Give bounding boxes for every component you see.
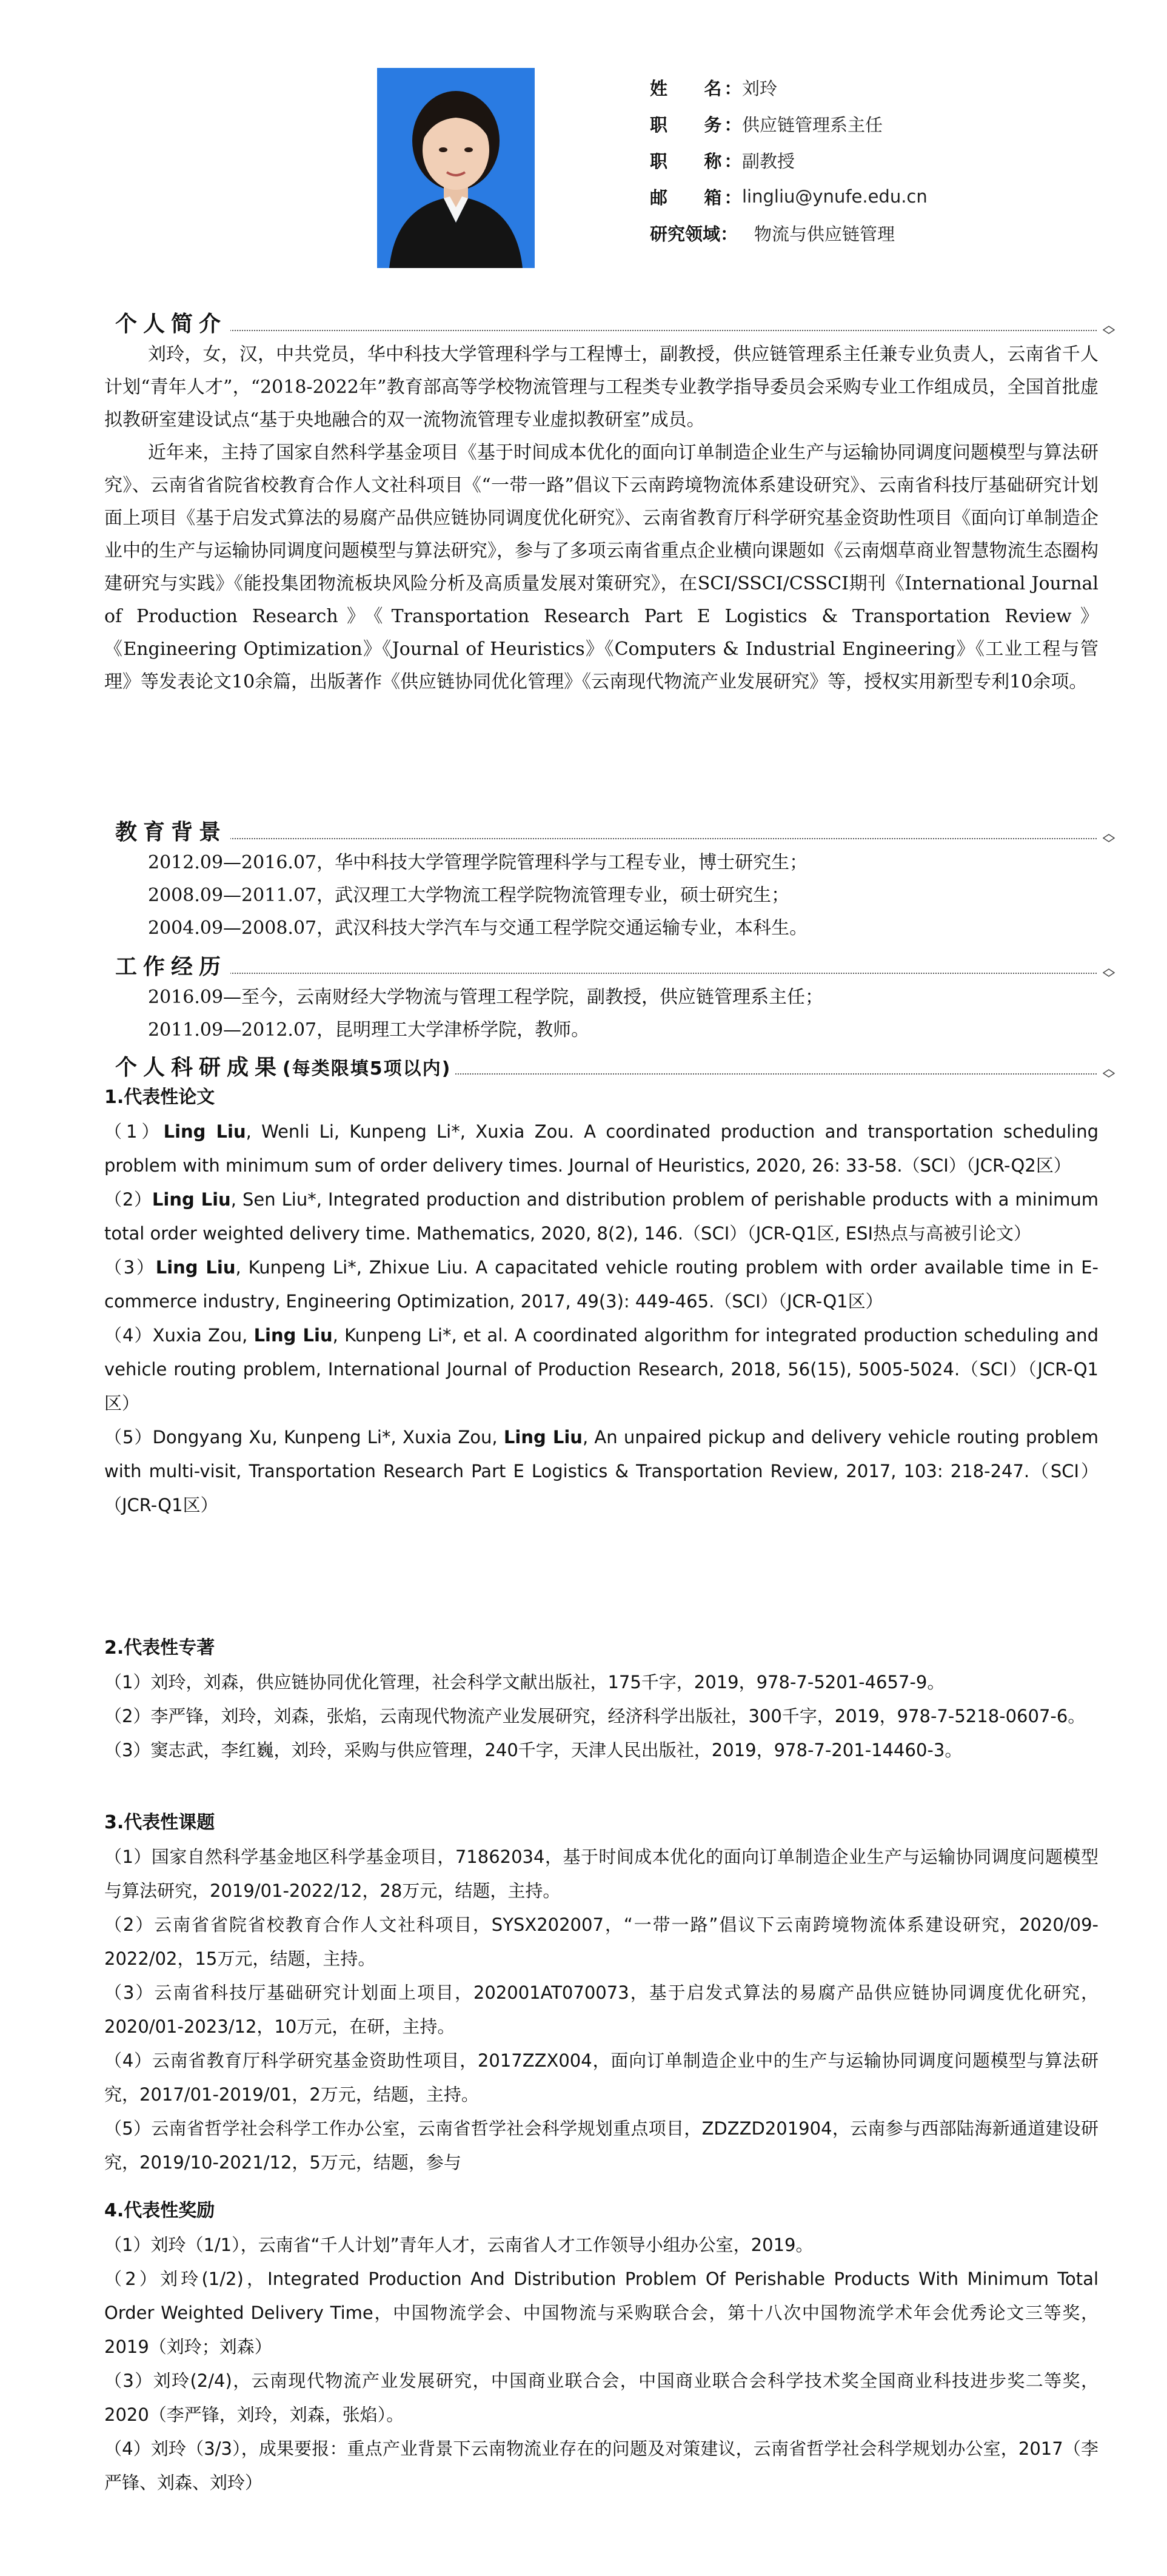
field-row bbox=[650, 215, 1074, 251]
education-item: 2012.09—2016.07，华中科技大学管理学院管理科学与工程专业，博士研究生； bbox=[148, 852, 808, 873]
intro-paragraph-2: 近年来，主持了国家自然科学基金项目《基于时间成本优化的面向订单制造企业生产与运输协同调度问题模型与算法研究》、云南省省院省校教育合作人文社科项目《“一带一路”倡议下云南跨境物流体系建设研究》、云南省科技厅基础研究计划面上项目《基于启发式算法的易腐产品供应链协同调度优化研究》、云南省教育厅科学研究基金资助性项目《面向订单制造企业中的生产与运输协同调度问题模型与算法研究》，参与了多项云南省重点企业横向课题如《云南烟草商业智慧物流生态圈构建研究与实践》《能投集团物流板块风险分析及高质量发展对策研究》，在SCI/SSCI/CSSCI期刊《International Journal of Production Research》《Transportation Research Part E Logistics & Transportation Review》《Engineering Optimization》《Journal of Heuristics》《Computers & Industrial Engineering》《工业工程与管理》等发表论文10余篇，出版著作《供应链协同优化管理》《云南现代物流产业发展研究》等，授权实用新型专利10余项。 bbox=[104, 442, 1098, 693]
projects-list bbox=[104, 1840, 1098, 2179]
work-list bbox=[104, 981, 1098, 1047]
award-entry: （3）刘玲(2/4)，云南现代物流产业发展研究，中国商业联合会，中国商业联合会科学技术奖全国商业科技进步奖二等奖，2020（李严锋，刘玲，刘森，张焰）。 bbox=[104, 2370, 1098, 2425]
paper-entry bbox=[104, 1182, 1098, 1250]
profile-info bbox=[650, 69, 1074, 251]
awards-heading: 4.代表性奖励 bbox=[104, 2200, 215, 2221]
paper-entry bbox=[104, 1115, 1098, 1182]
books-heading: 2.代表性专著 bbox=[104, 1637, 215, 1659]
research-title-text: 个人科研成果 bbox=[115, 1055, 283, 1080]
email-row bbox=[650, 178, 1074, 215]
paper-entry bbox=[104, 1318, 1098, 1420]
work-item: 2016.09—至今，云南财经大学物流与管理工程学院，副教授，供应链管理系主任； bbox=[148, 987, 824, 1008]
research-title-note: (每类限填5项以内) bbox=[283, 1058, 452, 1079]
project-entry: （1）国家自然科学基金地区科学基金项目，71862034，基于时间成本优化的面向订单制造企业生产与运输协同调度问题模型与算法研究，2019/01-2022/12，28万元，结题，主持。 bbox=[104, 1846, 1098, 1901]
paper-entry bbox=[104, 1420, 1098, 1522]
field-value: 物流与供应链管理 bbox=[754, 223, 895, 244]
paper-citation: , An unpaired pickup and delivery vehicle routing problem with multi-visit, Transportation Research Part E Logistics & Transportation Review, 2017, 103: 218-247.（SCI）（JCR-Q1区） bbox=[104, 1427, 1098, 1515]
paper-citation: , Wenli Li, Kunpeng Li*, Xuxia Zou. A coordinated production and transportation scheduling problem with minimum sum of order delivery times. Journal of Heuristics, 2020, 26: 33-58.（SCI）（JCR-Q2区） bbox=[104, 1121, 1098, 1176]
books-list bbox=[104, 1665, 1098, 1767]
award-entry: （4）刘玲（3/3），成果要报：重点产业背景下云南物流业存在的问题及对策建议，云南省哲学社会科学规划办公室，2017（李严锋、刘森、刘玲） bbox=[104, 2438, 1098, 2493]
position-label: 职 务： bbox=[650, 114, 744, 135]
education-list bbox=[104, 847, 1098, 945]
paper-citation: , Sen Liu*, Integrated production and distribution problem of perishable products with a minimum total order weighted delivery time. Mathematics, 2020, 8(2), 146.（SCI）（JCR-Q1区, ESI热点与高被引论文） bbox=[104, 1189, 1099, 1244]
section-title-intro: 个人简介 bbox=[115, 308, 230, 341]
intro-text bbox=[104, 338, 1098, 699]
paper-prefix: （4）Xuxia Zou, bbox=[104, 1325, 254, 1346]
intro-paragraph-1: 刘玲，女，汉，中共党员，华中科技大学管理科学与工程博士，副教授，供应链管理系主任兼专业负责人，云南省千人计划“青年人才”，“2018-2022年”教育部高等学校物流管理与工程类专业教学指导委员会采购专业工作组成员，全国首批虚拟教研室建设试点“基于央地融合的双一流物流管理专业虚拟教研室”成员。 bbox=[104, 344, 1098, 431]
paper-prefix: （1） bbox=[104, 1121, 164, 1142]
title-row bbox=[650, 142, 1074, 178]
paper-prefix: （3） bbox=[104, 1257, 156, 1278]
paper-entry bbox=[104, 1250, 1098, 1318]
project-entry: （2）云南省省院省校教育合作人文社科项目，SYSX202007，“一带一路”倡议下云南跨境物流体系建设研究，2020/09-2022/02，15万元，结题，主持。 bbox=[104, 1914, 1098, 1969]
project-entry: （4）云南省教育厅科学研究基金资助性项目，2017ZZX004，面向订单制造企业中的生产与运输协同调度问题模型与算法研究，2017/01-2019/01，2万元，结题，主持。 bbox=[104, 2050, 1098, 2105]
section-divider bbox=[115, 330, 1097, 331]
project-entry: （5）云南省哲学社会科学工作办公室，云南省哲学社会科学规划重点项目，ZDZZD201904，云南参与西部陆海新通道建设研究，2019/10-2021/12，5万元，结题，参与 bbox=[104, 2118, 1098, 2173]
section-title-work: 工作经历 bbox=[115, 951, 230, 984]
section-title-research bbox=[115, 1052, 455, 1085]
paper-citation: , Kunpeng Li*, Zhixue Liu. A capacitated vehicle routing problem with order available time in E-commerce industry, Engineering Optimization, 2017, 49(3): 449-465.（SCI）（JCR-Q1区） bbox=[104, 1257, 1098, 1312]
title-label: 职 称： bbox=[650, 150, 744, 172]
title-value: 副教授 bbox=[742, 150, 795, 172]
section-header-intro bbox=[115, 308, 1119, 341]
education-item: 2004.09—2008.07，武汉科技大学汽车与交通工程学院交通运输专业，本科生。 bbox=[148, 917, 808, 939]
section-header-work bbox=[115, 951, 1119, 984]
field-label: 研究领域： bbox=[650, 223, 738, 244]
paper-author-highlight: Ling Liu bbox=[163, 1121, 246, 1142]
papers-list bbox=[104, 1115, 1098, 1522]
work-item: 2011.09—2012.07，昆明理工大学津桥学院，教师。 bbox=[148, 1019, 590, 1041]
portrait-image bbox=[377, 68, 535, 268]
book-entry: （1）刘玲，刘森，供应链协同优化管理，社会科学文献出版社，175千字，2019，978-7-5201-4657-9。 bbox=[104, 1672, 945, 1692]
awards-list bbox=[104, 2228, 1098, 2500]
paper-author-highlight: Ling Liu bbox=[152, 1189, 231, 1210]
award-entry: （2）刘玲(1/2)，Integrated Production And Distribution Problem Of Perishable Products With Minimum Total Order Weighted Delivery Time，中国物流学会、中国物流与采购联合会，第十八次中国物流学术年会优秀论文三等奖，2019（刘玲；刘森） bbox=[104, 2269, 1098, 2357]
paper-prefix: （5）Dongyang Xu, Kunpeng Li*, Xuxia Zou, bbox=[104, 1427, 504, 1447]
diamond-icon bbox=[1103, 324, 1115, 336]
position-value: 供应链管理系主任 bbox=[742, 114, 883, 135]
projects-heading: 3.代表性课题 bbox=[104, 1812, 215, 1833]
book-entry: （3）窦志武，李红巍，刘玲，采购与供应管理，240千字，天津人民出版社，2019，978-7-201-14460-3。 bbox=[104, 1740, 963, 1760]
section-divider bbox=[115, 838, 1097, 839]
profile-photo bbox=[377, 68, 535, 268]
paper-author-highlight: Ling Liu bbox=[155, 1257, 236, 1278]
section-header-research bbox=[115, 1052, 1119, 1084]
diamond-icon bbox=[1103, 1067, 1115, 1079]
name-value: 刘玲 bbox=[742, 78, 778, 99]
award-entry: （1）刘玲（1/1），云南省“千人计划”青年人才，云南省人才工作领导小组办公室，2019。 bbox=[104, 2235, 814, 2255]
diamond-icon bbox=[1103, 832, 1115, 844]
name-label: 姓 名： bbox=[650, 78, 744, 99]
paper-author-highlight: Ling Liu bbox=[253, 1325, 333, 1346]
paper-author-highlight: Ling Liu bbox=[503, 1427, 583, 1447]
education-item: 2008.09—2011.07，武汉理工大学物流工程学院物流管理专业，硕士研究生； bbox=[148, 885, 790, 906]
section-title-education: 教育背景 bbox=[115, 816, 230, 849]
paper-citation: , Kunpeng Li*, et al. A coordinated algorithm for integrated production scheduling and vehicle routing problem, International Journal of Production Research, 2018, 56(15), 5005-5024.（SCI）（JCR-Q1区） bbox=[104, 1325, 1098, 1414]
project-entry: （3）云南省科技厅基础研究计划面上项目，202001AT070073，基于启发式算法的易腐产品供应链协同调度优化研究，2020/01-2023/12，10万元，在研，主持。 bbox=[104, 1982, 1098, 2037]
email-value[interactable]: lingliu@ynufe.edu.cn bbox=[742, 186, 928, 207]
section-divider bbox=[115, 973, 1097, 974]
diamond-icon bbox=[1103, 967, 1115, 979]
paper-prefix: （2） bbox=[104, 1189, 152, 1210]
email-label: 邮 箱： bbox=[650, 187, 744, 208]
section-header-education bbox=[115, 816, 1119, 849]
position-row bbox=[650, 106, 1074, 142]
book-entry: （2）李严锋，刘玲，刘森，张焰，云南现代物流产业发展研究，经济科学出版社，300千字，2019，978-7-5218-0607-6。 bbox=[104, 1706, 1086, 1726]
name-row bbox=[650, 69, 1074, 106]
papers-heading: 1.代表性论文 bbox=[104, 1087, 215, 1108]
